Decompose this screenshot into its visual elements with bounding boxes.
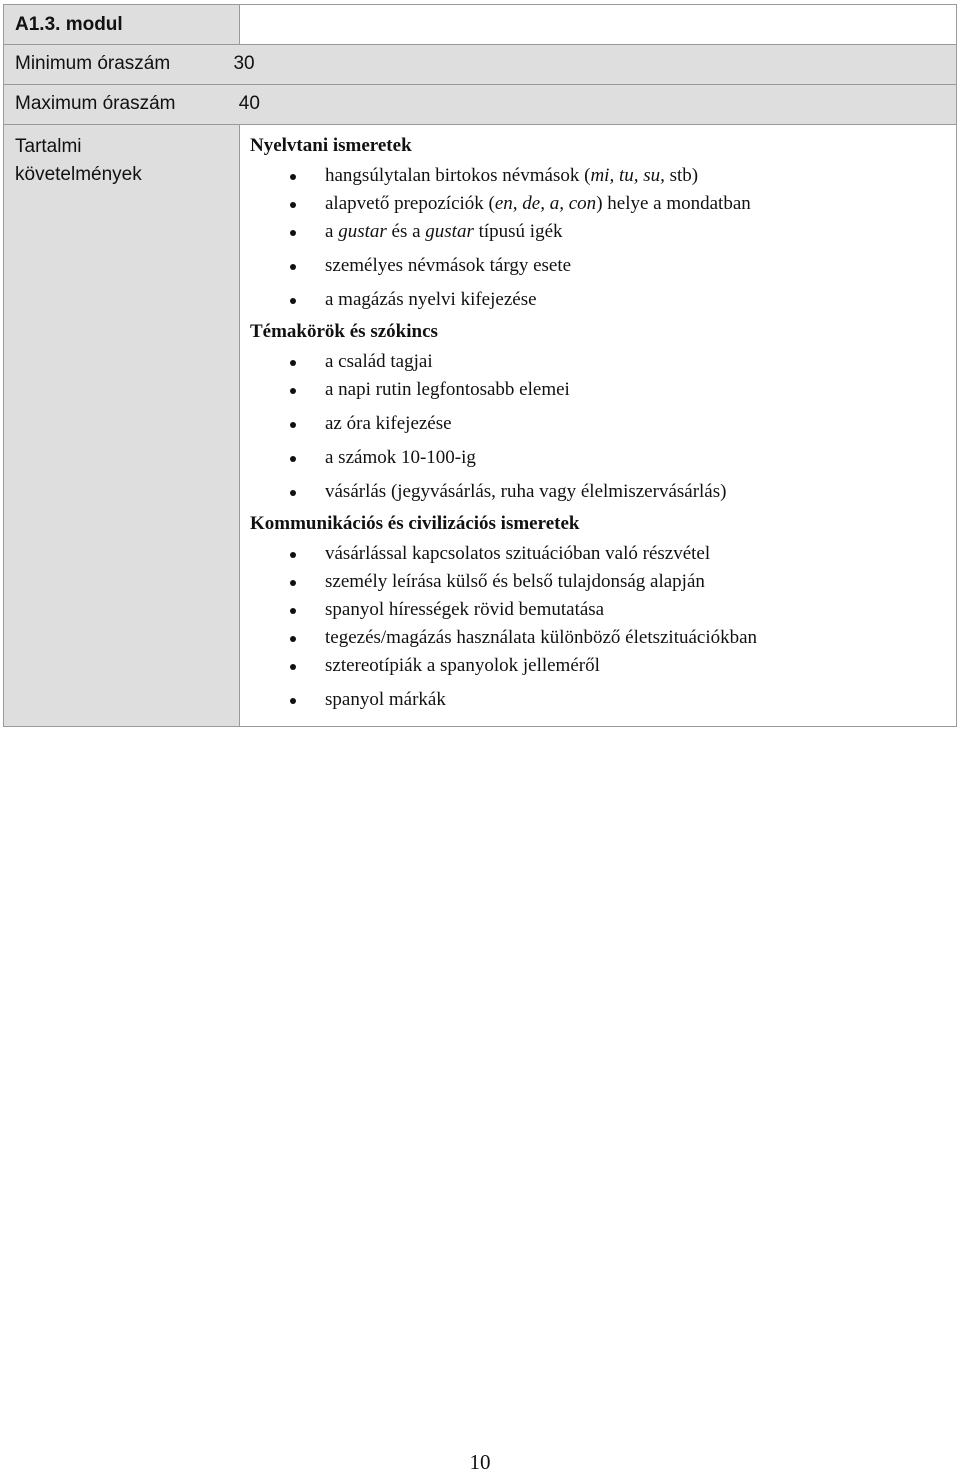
bullet-icon <box>290 456 296 462</box>
list-item: tegezés/magázás használata különböző életszituációkban <box>250 624 946 652</box>
communication-heading: Kommunikációs és civilizációs ismeretek <box>250 513 580 534</box>
list-item: a gustar és a gustar típusú igék <box>250 218 946 246</box>
list-item: személyes névmások tárgy esete <box>250 252 946 280</box>
max-hours-row <box>4 85 957 125</box>
list-item: a család tagjai <box>250 348 946 376</box>
page-number: 10 <box>469 1450 491 1474</box>
bullet-icon <box>290 608 296 614</box>
communication-list <box>250 540 946 714</box>
content-requirements-label <box>4 125 240 727</box>
bullet-icon <box>290 636 296 642</box>
list-item: alapvető prepozíciók (en, de, a, con) helye a mondatban <box>250 190 946 218</box>
grammar-list <box>250 162 946 314</box>
bullet-icon <box>290 580 296 586</box>
bullet-icon <box>290 664 296 670</box>
min-hours-label: Minimum óraszám <box>15 53 171 74</box>
topics-heading: Témakörök és szókincs <box>250 321 438 342</box>
bullet-icon <box>290 698 296 704</box>
module-table <box>3 4 957 727</box>
bullet-icon <box>290 298 296 304</box>
list-item: spanyol hírességek rövid bemutatása <box>250 596 946 624</box>
module-title: A1.3. modul <box>4 5 240 45</box>
bullet-icon <box>290 422 296 428</box>
max-hours-label: Maximum óraszám <box>15 93 176 114</box>
bullet-icon <box>290 174 296 180</box>
list-item: a magázás nyelvi kifejezése <box>250 286 946 314</box>
module-title-empty-cell <box>240 5 957 45</box>
bullet-icon <box>290 264 296 270</box>
topics-list <box>250 348 946 506</box>
list-item: az óra kifejezése <box>250 410 946 438</box>
max-hours-value: 40 <box>238 93 260 114</box>
bullet-icon <box>290 552 296 558</box>
min-hours-value: 30 <box>233 53 255 74</box>
list-item: vásárlás (jegyvásárlás, ruha vagy élelmiszervásárlás) <box>250 478 946 506</box>
bullet-icon <box>290 360 296 366</box>
bullet-icon <box>290 490 296 496</box>
list-item: vásárlással kapcsolatos szituációban való részvétel <box>250 540 946 568</box>
content-label-line1: Tartalmi <box>15 136 82 157</box>
bullet-icon <box>290 388 296 394</box>
list-item: a számok 10-100-ig <box>250 444 946 472</box>
list-item: sztereotípiák a spanyolok jelleméről <box>250 652 946 680</box>
bullet-icon <box>290 230 296 236</box>
list-item: spanyol márkák <box>250 686 946 714</box>
list-item: személy leírása külső és belső tulajdonság alapján <box>250 568 946 596</box>
content-label-line2: követelmények <box>15 164 142 185</box>
grammar-heading: Nyelvtani ismeretek <box>250 135 412 156</box>
list-item: hangsúlytalan birtokos névmások (mi, tu, su, stb) <box>250 162 946 190</box>
bullet-icon <box>290 202 296 208</box>
min-hours-row <box>4 45 957 85</box>
content-requirements-cell <box>240 125 957 727</box>
list-item: a napi rutin legfontosabb elemei <box>250 376 946 404</box>
